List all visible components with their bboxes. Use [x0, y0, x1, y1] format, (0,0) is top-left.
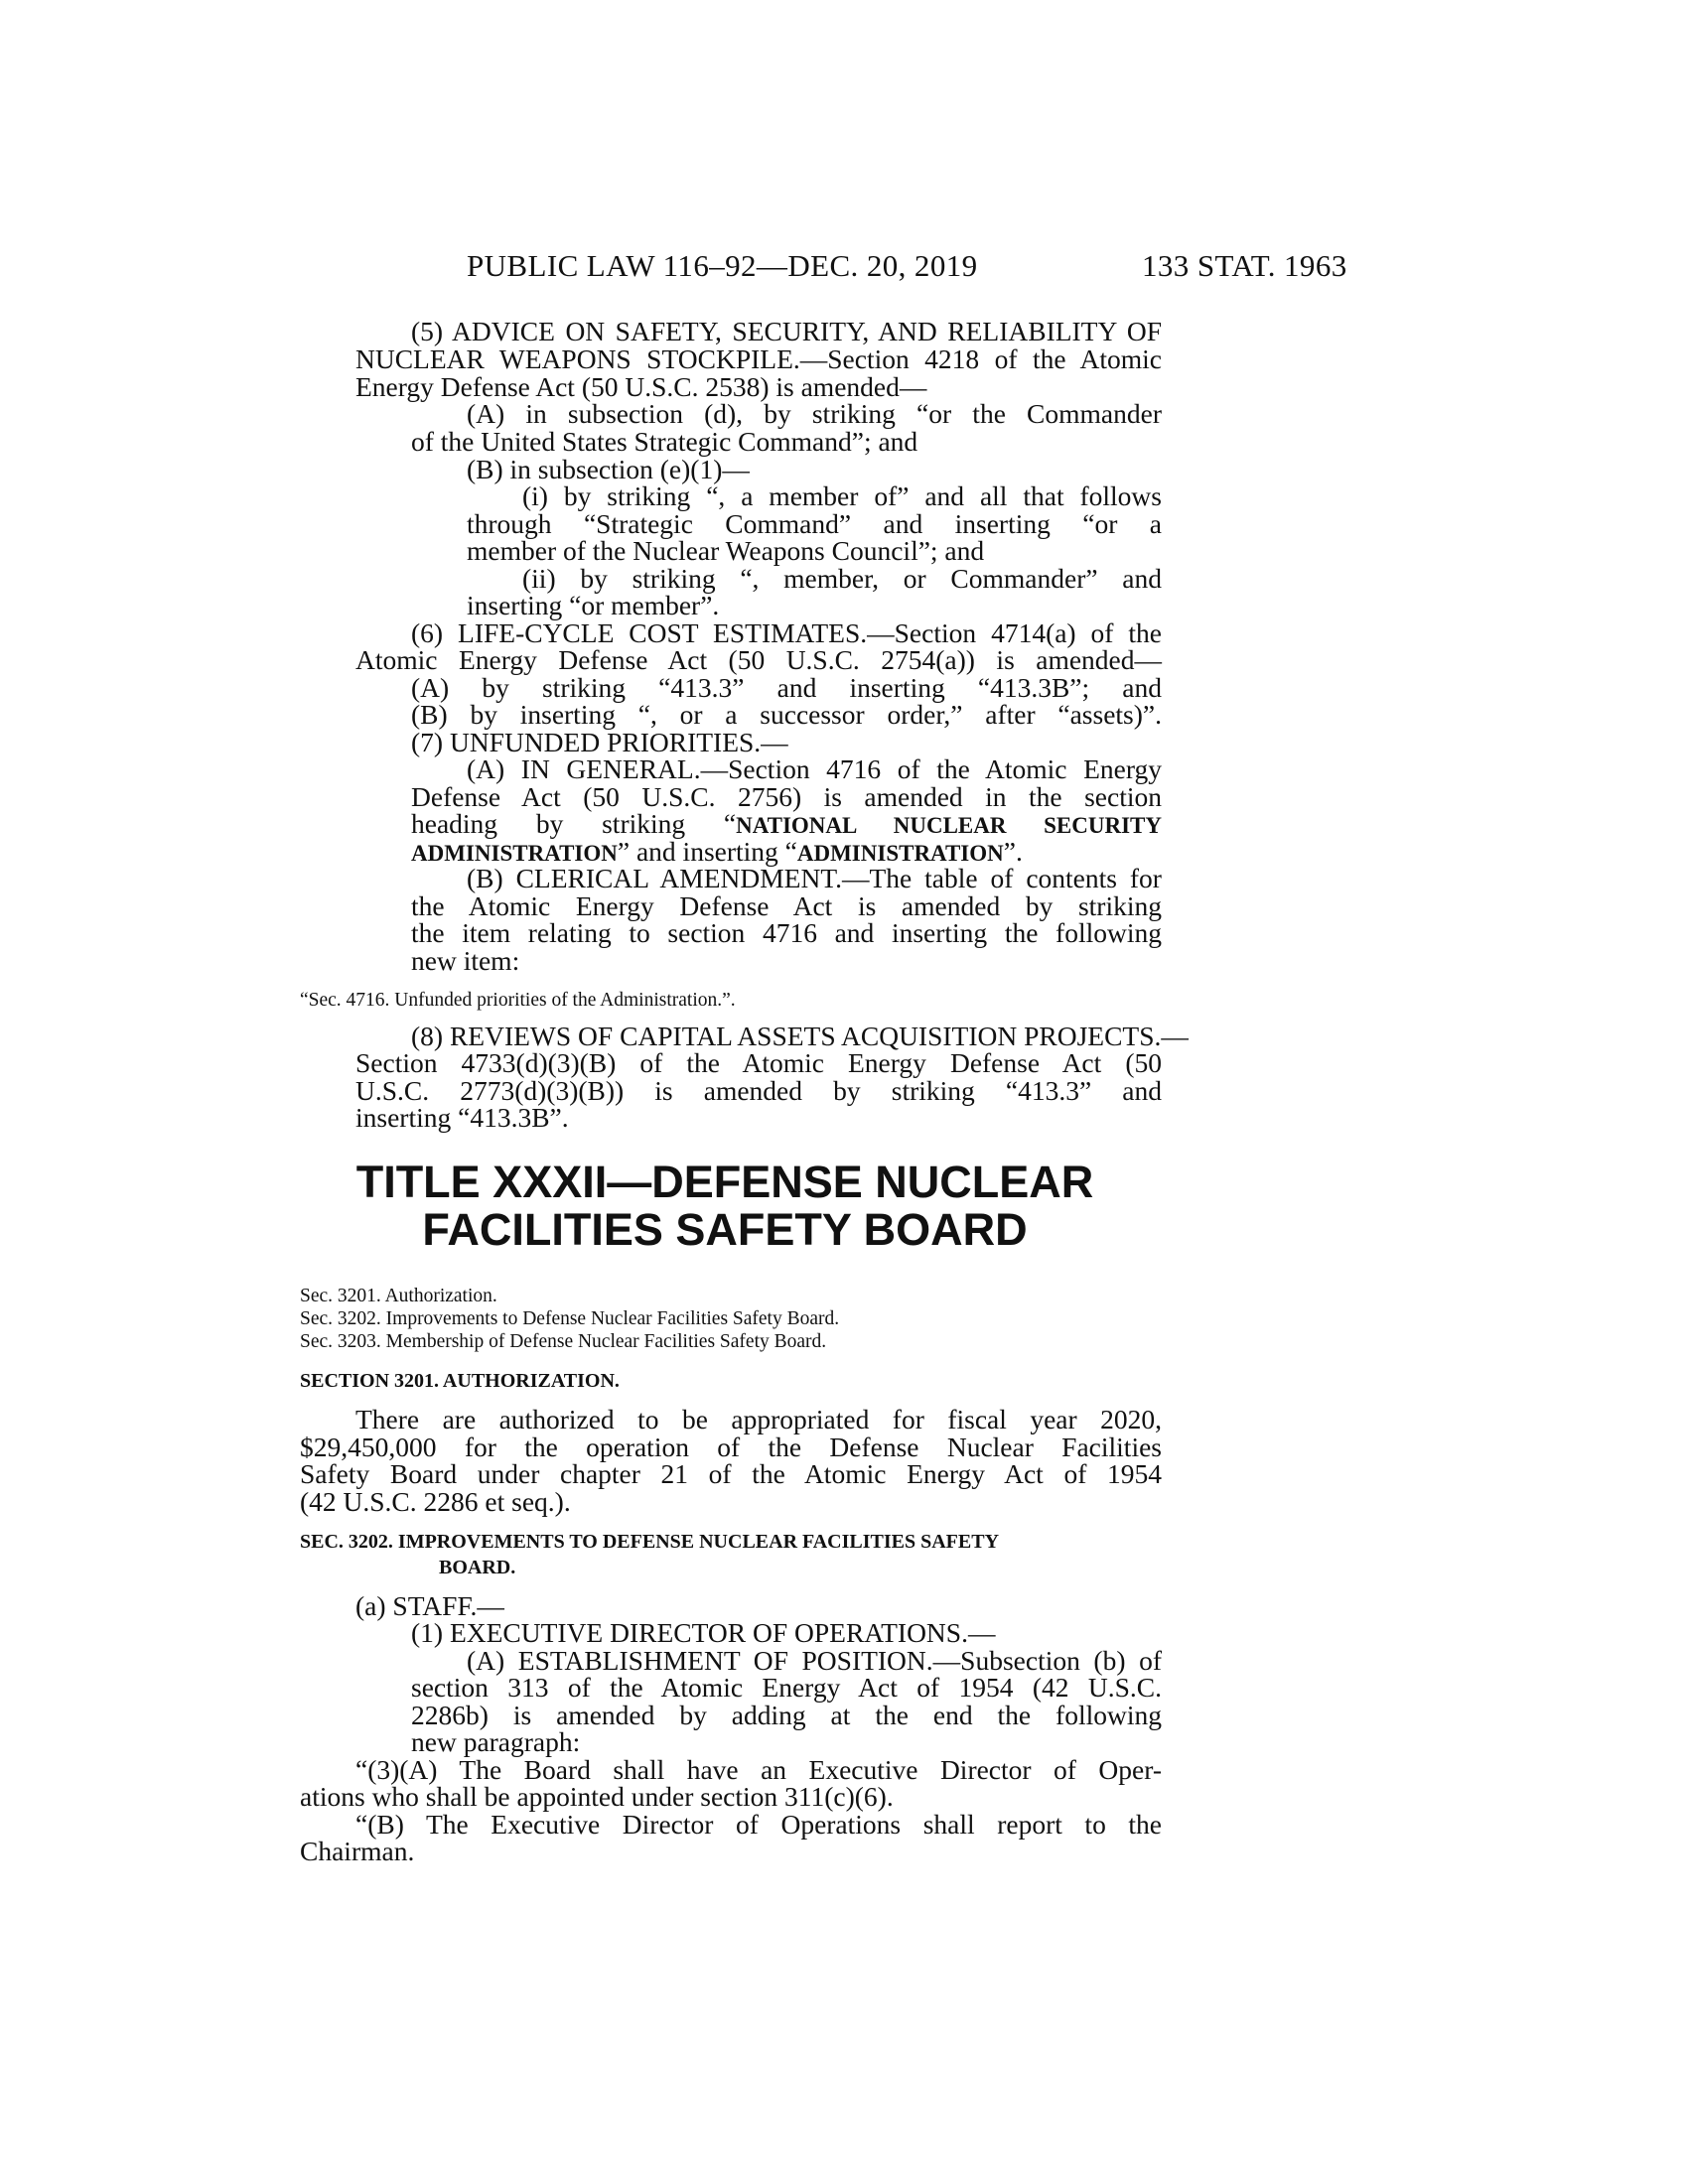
subsection-a-dash: — [477, 1590, 504, 1621]
para-7-a-text: —Section 4716 of the Atomic Energy [700, 753, 1162, 784]
para-8-line-4: inserting “413.3B”. [355, 1102, 569, 1133]
para-7-b-text: —The table of contents for [841, 863, 1162, 893]
para-7-b-heading: CLERICAL AMENDMENT. [515, 863, 842, 893]
para-7-b-line-1 [467, 865, 1162, 892]
para-7-a-line-1 [467, 755, 1162, 783]
section-3202-A-line-3: 2286b) is amended by adding at the end the following [411, 1700, 1162, 1730]
para-8-line-1 [411, 1021, 1189, 1051]
section-3201-line-4: (42 U.S.C. 2286 et seq.). [300, 1486, 571, 1517]
section-3202-heading-line-1: SEC. 3202. IMPROVEMENTS TO DEFENSE NUCLEAR FACILITIES SAFETY [300, 1531, 1000, 1553]
subparagraph-A-letter: (A) [467, 1645, 518, 1676]
subsection-a-heading: STAFF. [392, 1590, 478, 1621]
section-3202-A-line-4: new paragraph: [411, 1726, 581, 1757]
para-6-text: —Section 4714(a) of the [867, 617, 1162, 648]
para-6-line-2: Atomic Energy Defense Act (50 U.S.C. 2754(a)) is amended— [355, 644, 1162, 675]
paragraph-1-heading: EXECUTIVE DIRECTOR OF OPERATIONS. [449, 1617, 968, 1648]
para-5-b-ii-line-2: inserting “or member”. [467, 590, 720, 620]
para-7-a-line-4-end: ”. [1003, 836, 1023, 867]
toc-item: Sec. 3203. Membership of Defense Nuclear Facilities Safety Board. [300, 1331, 827, 1352]
para-8-line-3: U.S.C. 2773(d)(3)(B)) is amended by striking “413.3” and [355, 1075, 1162, 1106]
section-3202-A-line-1 [467, 1647, 1162, 1675]
section-3201-line-3: Safety Board under chapter 21 of the Atomic Energy Act of 1954 [300, 1458, 1162, 1489]
section-3202-paragraph-1 [411, 1619, 995, 1647]
section-3202-heading-line-2: BOARD. [439, 1557, 516, 1578]
title-line-2: FACILITIES SAFETY BOARD [422, 1204, 1028, 1255]
para-7-b-line-3: the item relating to section 4716 and inserting the following [411, 917, 1162, 948]
para-7-a-bold-heading-3: ADMINISTRATION [796, 841, 1004, 866]
para-7-a-line-2: Defense Act (50 U.S.C. 2756) is amended in the section [411, 781, 1162, 812]
para-5-b-i-line-2: through “Strategic Command” and inserting “or a [467, 508, 1162, 539]
para-5-text: —Section 4218 of the Atomic [799, 343, 1162, 374]
quoted-text-line-3: “(B) The Executive Director of Operations shall report to the [355, 1809, 1162, 1840]
subparagraph-A-heading: ESTABLISHMENT OF POSITION. [517, 1645, 933, 1676]
section-3201-heading: SECTION 3201. AUTHORIZATION. [300, 1370, 620, 1392]
quoted-text-line-2: ations who shall be appointed under section 311(c)(6). [300, 1781, 894, 1812]
para-7-b-line-4: new item: [411, 945, 520, 976]
section-3202-A-line-2: section 313 of the Atomic Energy Act of 1954 (42 U.S.C. [411, 1672, 1162, 1703]
running-header-page: 133 STAT. 1963 [1142, 248, 1347, 283]
subsection-a-letter: (a) [355, 1590, 393, 1621]
para-5-b-ii-line-1: (ii) by striking “, member, or Commander” and [522, 563, 1162, 594]
toc-item: Sec. 3202. Improvements to Defense Nuclear Facilities Safety Board. [300, 1308, 840, 1329]
para-7-a-line-3-text: heading by striking “ [411, 808, 737, 839]
toc-item: Sec. 3201. Authorization. [300, 1286, 497, 1306]
quoted-text-line-4: Chairman. [300, 1836, 415, 1866]
paragraph-1-number: (1) [411, 1617, 450, 1648]
para-7-a-line-4-text: ” and inserting “ [617, 836, 797, 867]
para-6-a: (A) by striking “413.3” and inserting “413.3B”; and [411, 672, 1162, 703]
quoted-text-line-1: “(3)(A) The Board shall have an Executive Director of Oper- [355, 1754, 1162, 1785]
para-5-b-i-line-3: member of the Nuclear Weapons Council”; and [467, 535, 985, 566]
para-7-a-number: (A) [467, 753, 521, 784]
para-6-b: (B) by inserting “, or a successor order,” after “assets)”. [411, 699, 1162, 730]
para-7-b-number: (B) [467, 863, 516, 893]
para-5-b-i-line-1: (i) by striking “, a member of” and all that follows [522, 480, 1162, 511]
para-5-b-line-1: (B) in subsection (e)(1)— [467, 454, 750, 484]
para-5-line-2 [355, 345, 1162, 373]
para-5-line-1: (5) ADVICE ON SAFETY, SECURITY, AND RELIABILITY OF [411, 316, 1162, 346]
para-7-b-line-2: the Atomic Energy Defense Act is amended by striking [411, 890, 1162, 921]
running-header-left: PUBLIC LAW 116–92—DEC. 20, 2019 [467, 248, 978, 283]
para-7-heading-text: UNFUNDED PRIORITIES. [449, 727, 762, 757]
para-7-dash: — [761, 727, 788, 757]
para-8-number: (8) [411, 1021, 450, 1051]
para-5-a-line-2: of the United States Strategic Command”; and [411, 426, 918, 457]
para-8-dash: — [1161, 1021, 1189, 1051]
section-3201-line-2: $29,450,000 for the operation of the Defense Nuclear Facilities [300, 1432, 1162, 1462]
subparagraph-A-text: —Subsection (b) of [932, 1645, 1162, 1676]
para-5-a-line-1: (A) in subsection (d), by striking “or the Commander [467, 398, 1162, 429]
para-7-a-bold-heading-1: NATIONAL NUCLEAR SECURITY [736, 813, 1162, 838]
para-6-line-1 [411, 619, 1162, 647]
para-7-heading [411, 729, 788, 756]
para-7-toc-item: “Sec. 4716. Unfunded priorities of the Administration.”. [300, 990, 736, 1011]
title-line-1: TITLE XXXII—DEFENSE NUCLEAR [355, 1157, 1094, 1207]
para-7-number: (7) [411, 727, 450, 757]
para-8-line-2: Section 4733(d)(3)(B) of the Atomic Energy Defense Act (50 [355, 1047, 1162, 1078]
para-7-a-bold-heading-2: ADMINISTRATION [411, 841, 618, 866]
para-6-number: (6) [411, 617, 459, 648]
para-8-heading: REVIEWS OF CAPITAL ASSETS ACQUISITION PROJECTS. [449, 1021, 1162, 1051]
paragraph-1-dash: — [967, 1617, 996, 1648]
section-3201-line-1: There are authorized to be appropriated for fiscal year 2020, [355, 1404, 1162, 1434]
section-3202-subsection-a [355, 1592, 504, 1620]
para-5-heading-tail: NUCLEAR WEAPONS STOCKPILE. [355, 343, 800, 374]
para-7-a-heading: IN GENERAL. [520, 753, 701, 784]
para-5-line-3: Energy Defense Act (50 U.S.C. 2538) is amended— [355, 371, 927, 402]
para-6-heading: LIFE-CYCLE COST ESTIMATES. [458, 617, 868, 648]
